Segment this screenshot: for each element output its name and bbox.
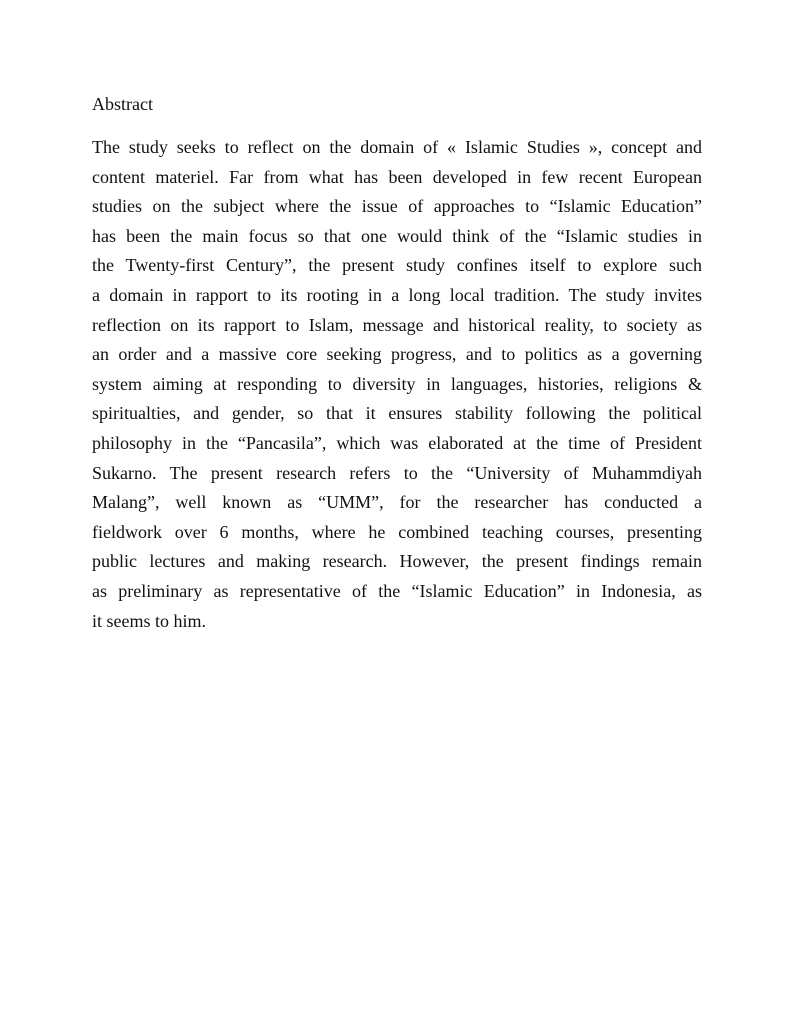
abstract-body bbox=[92, 133, 702, 636]
abstract-line: has been the main focus so that one would think of the “Islamic studies in bbox=[92, 225, 702, 246]
abstract-line: Malang”, well known as “UMM”, for the researcher has conducted a bbox=[92, 492, 702, 513]
abstract-line: an order and a massive core seeking progress, and to politics as a governing bbox=[92, 344, 702, 365]
abstract-line: The study seeks to reflect on the domain of « Islamic Studies », concept and bbox=[92, 137, 702, 157]
abstract-line: philosophy in the “Pancasila”, which was elaborated at the time of President bbox=[92, 432, 702, 453]
abstract-heading: Abstract bbox=[92, 94, 153, 114]
abstract-line: the Twenty-first Century”, the present study confines itself to explore such bbox=[92, 255, 702, 276]
abstract-line: reflection on its rapport to Islam, message and historical reality, to society as bbox=[92, 314, 702, 335]
abstract-line: a domain in rapport to its rooting in a long local tradition. The study invites bbox=[92, 284, 702, 305]
abstract-line: content materiel. Far from what has been developed in few recent European bbox=[92, 166, 702, 187]
abstract-line: as preliminary as representative of the “Islamic Education” in Indonesia, as bbox=[92, 580, 702, 601]
abstract-line: system aiming at responding to diversity in languages, histories, religions & bbox=[92, 373, 702, 394]
abstract-line: fieldwork over 6 months, where he combined teaching courses, presenting bbox=[92, 521, 702, 542]
abstract-line: Sukarno. The present research refers to the “University of Muhammdiyah bbox=[92, 462, 702, 483]
abstract-line: studies on the subject where the issue of approaches to “Islamic Education” bbox=[92, 196, 702, 217]
abstract-line: it seems to him. bbox=[92, 610, 206, 631]
abstract-line: public lectures and making research. However, the present findings remain bbox=[92, 551, 702, 572]
abstract-line: spiritualties, and gender, so that it ensures stability following the political bbox=[92, 403, 702, 424]
